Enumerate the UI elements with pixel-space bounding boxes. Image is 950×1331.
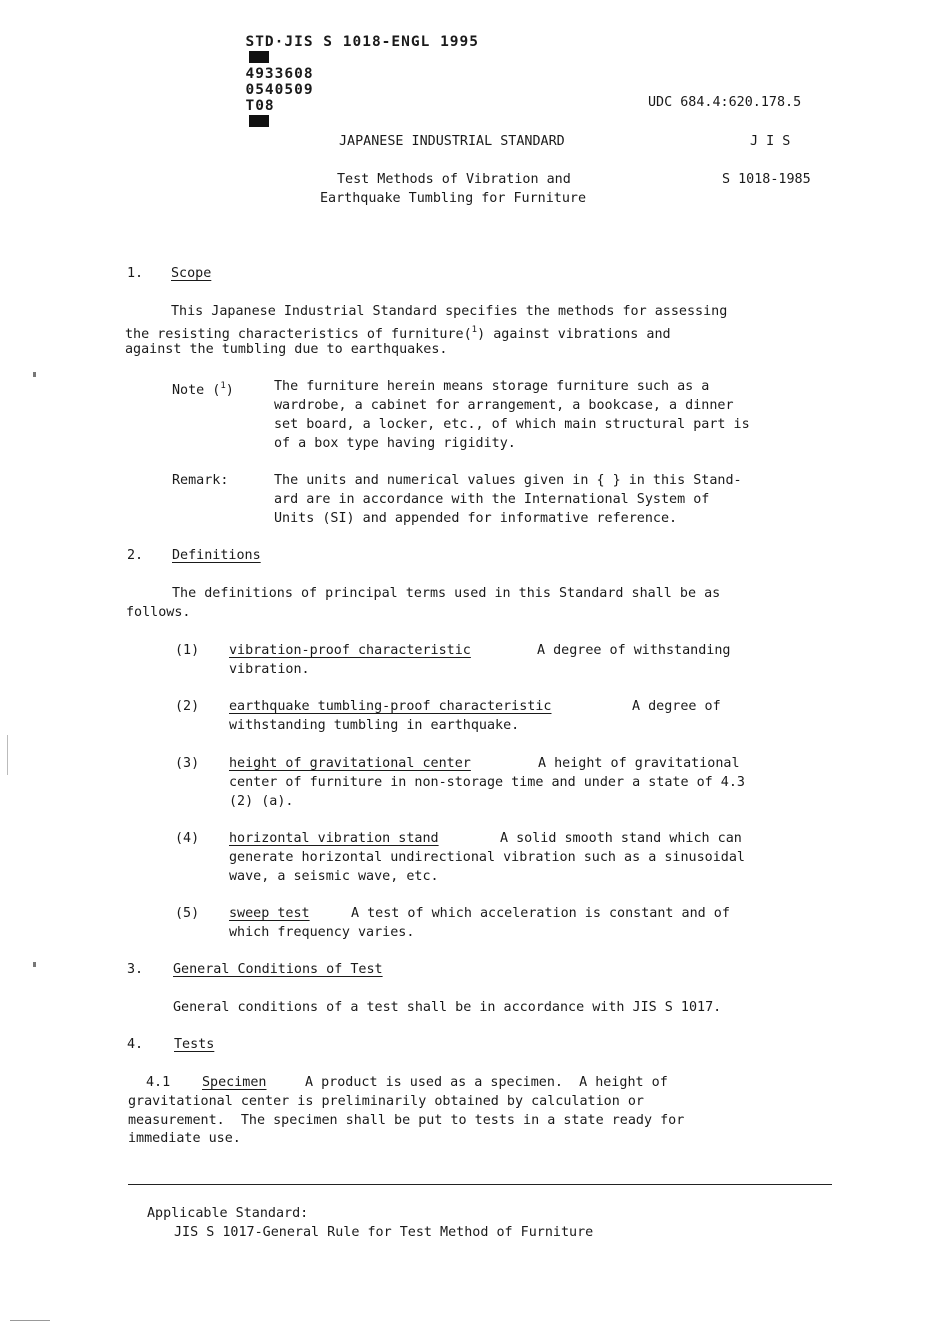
subsection-heading: Specimen [202,1075,267,1090]
definition-text-line-3: (2) (a). [229,794,294,809]
definition-text: A test of which acceleration is constant and of [351,906,730,921]
title-line-2: Earthquake Tumbling for Furniture [320,191,587,206]
specimen-line-1: A product is used as a specimen. A height of [305,1075,668,1090]
footnote-ref: 1 [471,325,478,335]
udc-code: UDC 684.4:620.178.5 [648,95,802,110]
section-3-heading: General Conditions of Test [173,962,383,977]
definition-number: (2) [175,699,200,714]
note-line-4: of a box type having rigidity. [274,436,516,451]
black-block-icon [249,115,269,127]
definitions-intro-2: follows. [126,605,191,620]
remark-label: Remark: [172,473,229,488]
scan-mark [10,1320,50,1321]
scan-mark [33,962,36,967]
definition-number: (3) [175,756,200,771]
note-sup: 1 [220,381,226,391]
section-2-number: 2. [127,548,144,563]
section-4-number: 4. [127,1037,144,1052]
definition-text-line-2: which frequency varies. [229,925,415,940]
scope-line-2a: the resisting characteristics of furniture( [125,327,472,342]
section-1-heading: Scope [171,266,212,281]
scope-line-2b: ) against vibrations and [477,327,671,342]
header-barcode-a: 4933608 [245,66,314,82]
definition-number: (5) [175,906,200,921]
remark-line-3: Units (SI) and appended for informative reference. [274,511,678,526]
definition-text-line-3: wave, a seismic wave, etc. [229,869,439,884]
specimen-line-3: measurement. The specimen shall be put to tests in a state ready for [128,1113,685,1128]
document-header-code [226,18,479,130]
footer-divider [128,1184,832,1185]
note-label [172,377,234,400]
section-3-number: 3. [127,962,144,977]
remark-line-2: ard are in accordance with the International System of [274,492,710,507]
section-2-heading: Definitions [172,548,261,563]
note-line-3: set board, a locker, etc., of which main structural part is [274,417,750,432]
specimen-line-4: immediate use. [128,1131,241,1146]
definition-number: (4) [175,831,200,846]
black-block-icon [249,51,269,63]
note-line-2: wardrobe, a cabinet for arrangement, a bookcase, a dinner [274,398,734,413]
definition-text-line-2: generate horizontal undirectional vibration such as a sinusoidal [229,850,745,865]
definition-text-line-2: vibration. [229,662,310,677]
definition-number: (1) [175,643,200,658]
header-barcode-c: T08 [245,98,275,114]
scan-mark [7,735,8,775]
specimen-line-2: gravitational center is preliminarily obtained by calculation or [128,1094,644,1109]
standard-type: JAPANESE INDUSTRIAL STANDARD [339,134,565,149]
definition-text: A degree of [632,699,721,714]
definition-term: sweep test [229,906,310,921]
applicable-standard-ref: JIS S 1017-General Rule for Test Method of Furniture [174,1225,594,1240]
definition-term: height of gravitational center [229,756,471,771]
definition-text: A degree of withstanding [537,643,731,658]
note-label-a: Note ( [172,383,221,398]
subsection-number: 4.1 [146,1075,171,1090]
note-line-1: The furniture herein means storage furniture such as a [274,379,710,394]
standard-number: S 1018-1985 [722,172,811,187]
header-code-text: STD·JIS S 1018-ENGL 1995 [245,34,479,50]
section-4-heading: Tests [174,1037,215,1052]
section-3-body: General conditions of a test shall be in accordance with JIS S 1017. [173,1000,722,1015]
definition-term: earthquake tumbling-proof characteristic [229,699,552,714]
header-barcode-b: 0540509 [245,82,314,98]
definition-text-line-2: center of furniture in non-storage time and under a state of 4.3 [229,775,745,790]
scan-mark [33,372,36,377]
scope-line-3: against the tumbling due to earthquakes. [125,342,448,357]
definitions-intro-1: The definitions of principal terms used in this Standard shall be as [172,586,721,601]
definition-text: A solid smooth stand which can [500,831,742,846]
applicable-standard-label: Applicable Standard: [147,1206,309,1221]
scope-line-1: This Japanese Industrial Standard specifies the methods for assessing [171,304,728,319]
title-line-1: Test Methods of Vibration and [337,172,571,187]
definition-text: A height of gravitational [538,756,740,771]
remark-line-1: The units and numerical values given in { } in this Stand- [274,473,742,488]
definition-text-line-2: withstanding tumbling in earthquake. [229,718,520,733]
note-label-b: ) [225,383,234,398]
jis-mark: J I S [750,134,791,149]
definition-term: horizontal vibration stand [229,831,439,846]
definition-term: vibration-proof characteristic [229,643,471,658]
section-1-number: 1. [127,266,144,281]
